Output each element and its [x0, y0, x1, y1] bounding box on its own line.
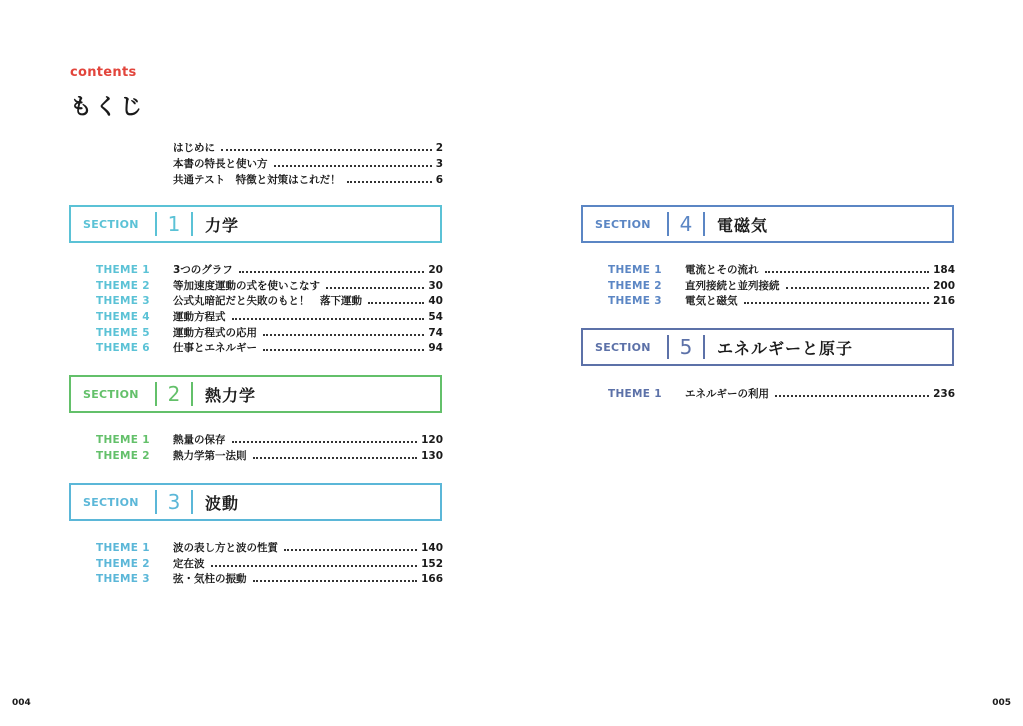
theme-row[interactable]	[96, 325, 443, 341]
page-number: 166	[421, 573, 443, 586]
theme-row[interactable]	[96, 571, 443, 587]
intro-item[interactable]	[173, 156, 443, 172]
theme-label: THEME 1	[608, 388, 662, 400]
section-2-header[interactable]	[69, 375, 442, 413]
theme-label: THEME 5	[96, 326, 150, 339]
theme-title: 直列接続と並列接続	[685, 279, 780, 292]
theme-title: 3つのグラフ	[173, 264, 233, 276]
intro-item-label: はじめに	[173, 142, 215, 154]
theme-row[interactable]	[96, 540, 443, 556]
page-number: 54	[428, 311, 443, 324]
section-word: SECTION	[595, 217, 651, 231]
leader-dots	[253, 580, 418, 582]
theme-label: THEME 1	[608, 264, 662, 276]
theme-title: 定在波	[173, 557, 205, 570]
theme-label: THEME 1	[96, 434, 150, 446]
page-title: もくじ	[70, 95, 146, 120]
section-1-themes	[96, 262, 443, 356]
leader-dots	[284, 549, 417, 551]
theme-label: THEME 3	[608, 295, 662, 308]
page-number: 30	[428, 279, 443, 292]
leader-dots	[274, 165, 432, 167]
page-number: 184	[933, 264, 955, 276]
leader-dots	[744, 302, 930, 304]
section-number: 5	[679, 335, 693, 359]
theme-label: THEME 3	[96, 295, 150, 308]
section-word: SECTION	[83, 217, 139, 231]
folio-left: 004	[12, 698, 31, 708]
theme-label: THEME 3	[96, 573, 150, 586]
theme-row[interactable]	[608, 293, 955, 309]
leader-dots	[211, 565, 418, 567]
contents-label: contents	[70, 65, 137, 80]
leader-dots	[765, 271, 930, 273]
theme-title: 電流とその流れ	[685, 264, 759, 276]
theme-label: THEME 2	[96, 449, 150, 462]
theme-row[interactable]	[96, 309, 443, 325]
section-title: エネルギーと原子	[717, 338, 854, 358]
page-number: 74	[428, 326, 443, 339]
section-title: 波動	[205, 493, 240, 513]
section-number: 2	[167, 382, 181, 406]
theme-row[interactable]	[608, 278, 955, 294]
page-number: 6	[435, 174, 443, 186]
leader-dots	[263, 349, 424, 351]
leader-dots	[775, 395, 929, 397]
theme-row[interactable]	[96, 556, 443, 572]
section-number: 1	[167, 212, 181, 236]
theme-title: 弦・気柱の振動	[173, 573, 247, 586]
theme-label: THEME 1	[96, 542, 150, 554]
theme-row[interactable]	[96, 293, 443, 309]
intro-list	[173, 140, 443, 188]
section-2-themes	[96, 432, 443, 463]
page-number: 236	[933, 388, 955, 400]
theme-label: THEME 1	[96, 264, 150, 276]
theme-title: エネルギーの利用	[685, 388, 769, 400]
theme-title: 波の表し方と波の性質	[173, 542, 278, 554]
theme-label: THEME 6	[96, 342, 150, 355]
leader-dots	[326, 287, 424, 289]
theme-title: 仕事とエネルギー	[173, 342, 257, 355]
section-word: SECTION	[83, 387, 139, 401]
page-number: 40	[428, 295, 443, 308]
theme-row[interactable]	[96, 278, 443, 294]
theme-title: 熱量の保存	[173, 434, 226, 446]
page-number: 2	[435, 142, 443, 154]
theme-title: 電気と磁気	[685, 295, 738, 308]
theme-row[interactable]	[96, 340, 443, 356]
section-4-themes	[608, 262, 955, 309]
leader-dots	[368, 302, 424, 304]
section-3-themes	[96, 540, 443, 587]
leader-dots	[232, 318, 425, 320]
page-number: 140	[421, 542, 443, 554]
section-title: 電磁気	[717, 215, 769, 235]
intro-item-label: 共通テスト 特徴と対策はこれだ！	[173, 174, 341, 186]
page-number: 130	[421, 449, 443, 462]
theme-label: THEME 2	[608, 279, 662, 292]
page-number: 3	[435, 158, 443, 170]
page-number: 20	[428, 264, 443, 276]
page-number: 216	[933, 295, 955, 308]
leader-dots	[263, 334, 424, 336]
leader-dots	[232, 441, 418, 443]
section-4-header[interactable]	[581, 205, 954, 243]
intro-item-label: 本書の特長と使い方	[173, 158, 268, 170]
section-3-header[interactable]	[69, 483, 442, 521]
leader-dots	[221, 149, 432, 151]
page-number: 94	[428, 342, 443, 355]
section-5-themes	[608, 386, 955, 402]
section-title: 力学	[205, 215, 240, 235]
theme-title: 等加速度運動の式を使いこなす	[173, 279, 320, 292]
section-5-header[interactable]	[581, 328, 954, 366]
theme-row[interactable]	[608, 386, 955, 402]
theme-label: THEME 2	[96, 279, 150, 292]
folio-right: 005	[992, 698, 1011, 708]
leader-dots	[239, 271, 425, 273]
theme-row[interactable]	[96, 448, 443, 464]
section-number: 3	[167, 490, 181, 514]
theme-label: THEME 2	[96, 557, 150, 570]
leader-dots	[347, 181, 432, 183]
theme-row[interactable]	[608, 262, 955, 278]
theme-row[interactable]	[96, 432, 443, 448]
theme-title: 熱力学第一法則	[173, 449, 247, 462]
page-number: 120	[421, 434, 443, 446]
intro-item[interactable]	[173, 140, 443, 156]
section-title: 熱力学	[205, 385, 257, 405]
theme-row[interactable]	[96, 262, 443, 278]
section-word: SECTION	[595, 340, 651, 354]
leader-dots	[786, 287, 930, 289]
leader-dots	[253, 457, 418, 459]
section-word: SECTION	[83, 495, 139, 509]
section-1-header[interactable]	[69, 205, 442, 243]
section-number: 4	[679, 212, 693, 236]
theme-label: THEME 4	[96, 311, 150, 324]
intro-item[interactable]	[173, 172, 443, 188]
page-number: 152	[421, 557, 443, 570]
theme-title: 運動方程式	[173, 311, 226, 324]
theme-title: 運動方程式の応用	[173, 326, 257, 339]
page-number: 200	[933, 279, 955, 292]
theme-title: 公式丸暗記だと失敗のもと！ 落下運動	[173, 295, 362, 308]
